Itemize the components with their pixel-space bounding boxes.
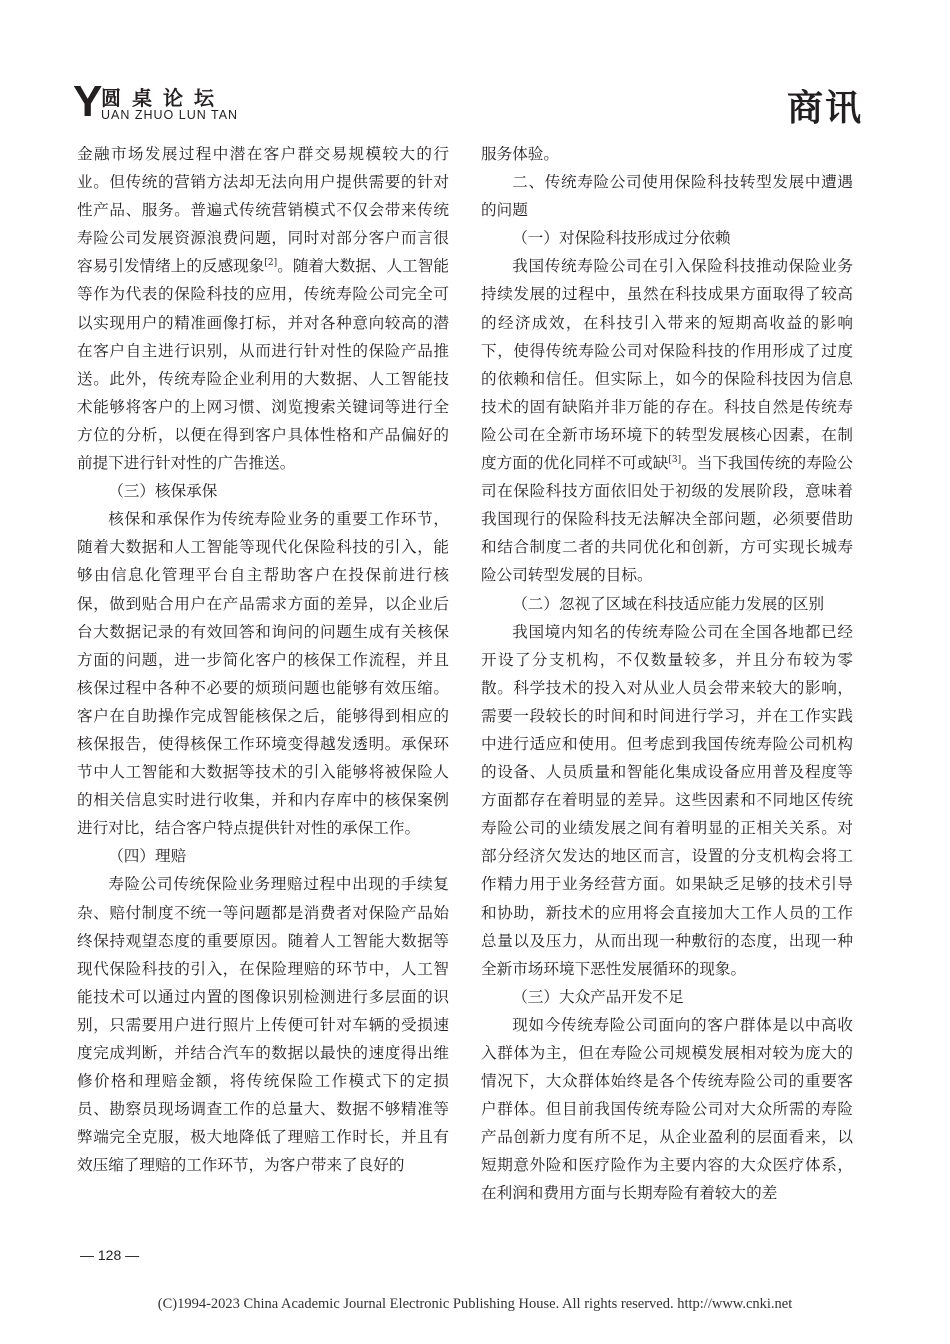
body-paragraph <box>481 140 853 168</box>
paragraph-text: 我国传统寿险公司在引入保险科技推动保险业务持续发展的过程中，虽然在科技成果方面取得了较高的经济成效，在科技引入带来的短期高收益的影响下，使得传统寿险公司对保险科技的作用形成了过度的依赖和信任。但实际上，如今的保险科技因为信息技术的固有缺陷并非万能的存在。科技自然是传统寿险公司在全新市场环境下的转型发展核心因素，在制度方面的优化同样不可或缺 <box>481 257 853 473</box>
paragraph-text: 现如今传统寿险公司面向的客户群体是以中高收入群体为主，但在寿险公司规模发展相对较为庞大的情况下，大众群体始终是各个传统寿险公司的重要客户群体。但目前我国传统寿险公司对大众所需的寿险产品创新力度有所不足，从企业盈利的层面看来，以短期意外险和医疗险作为主要内容的大众医疗体系，在利润和费用方面与长期寿险有着较大的差 <box>481 1015 853 1203</box>
left-column <box>77 140 449 1179</box>
section-heading <box>481 168 853 224</box>
journal-header <box>73 77 863 130</box>
paragraph-text: 二、传统寿险公司使用保险科技转型发展中遭遇的问题 <box>481 173 853 220</box>
paragraph-text: 寿险公司传统保险业务理赔过程中出现的手续复杂、赔付制度不统一等问题都是消费者对保险产品始终保持观望态度的重要原因。随着人工智能大数据等现代保险科技的引入，在保险理赔的环节中，人工智能技术可以通过内置的图像识别检测进行多层面的识别，只需要用户进行照片上传便可针对车辆的受损速度完成判断，并结合汽车的数据以最快的速度得出维修价格和理赔金额，将传统保险工作模式下的定损员、勘察员现场调查工作的总量大、数据不够精准等弊端完全克服，极大地降低了理赔工作时长，并且有效压缩了理赔的工作环节，为客户带来了良好的 <box>77 875 449 1175</box>
citation-marker: [3] <box>668 454 682 465</box>
body-paragraph <box>481 1011 853 1208</box>
paragraph-text: 我国境内知名的传统寿险公司在全国各地都已经开设了分支机构，不仅数量较多，并且分布较为零散。科学技术的投入对从业人员会带来较大的影响，需要一段较长的时间和时间进行学习，并在工作实践中进行适应和使用。但考虑到我国传统寿险公司机构的设备、人员质量和智能化集成设备应用普及程度等方面都存在着明显的差异。这些因素和不同地区传统寿险公司的业绩发展之间有着明显的正相关关系。对部分经济欠发达的地区而言，设置的分支机构会将工作精力用于业务经营方面。如果缺乏足够的技术引导和协助，新技术的应用将会直接加大工作人员的工作总量以及压力，从而出现一种敷衍的态度，出现一种全新市场环境下恶性发展循环的现象。 <box>481 622 853 978</box>
section-heading <box>481 224 853 252</box>
section-heading <box>481 983 853 1011</box>
paragraph-text: 金融市场发展过程中潜在客户群交易规模较大的行业。但传统的营销方法却无法向用户提供需要的针对性产品、服务。普遍式传统营销模式不仅会带来传统寿险公司发展资源浪费问题，同时对部分客户而言很容易引发情绪上的反感现象 <box>77 145 449 276</box>
paragraph-text: （四）理赔 <box>108 847 187 866</box>
page-number: — 128 — <box>80 1247 140 1263</box>
body-paragraph <box>481 618 853 983</box>
paragraph-text: （一）对保险科技形成过分依赖 <box>512 229 731 248</box>
section-title-en: UAN ZHUO LUN TAN <box>101 108 239 122</box>
paragraph-text: 核保和承保作为传统寿险业务的重要工作环节，随着大数据和人工智能等现代化保险科技的引入，能够由信息化管理平台自主帮助客户在投保前进行核保，做到贴合用户在产品需求方面的差异，以企业后台大数据记录的有效回答和询问的问题生成有关核保方面的问题，进一步简化客户的核保工作流程，并且核保过程中各种不必要的烦琐问题也能够有效压缩。客户在自助操作完成智能核保之后，能够得到相应的核保报告，使得核保工作环境变得越发透明。承保环节中人工智能和大数据等技术的引入能够将被保险人的相关信息实时进行收集，并和内存库中的核保案例进行对比，结合客户特点提供针对性的承保工作。 <box>77 510 449 838</box>
section-heading <box>77 477 449 505</box>
section-heading <box>481 590 853 618</box>
body-paragraph <box>77 140 449 477</box>
paragraph-text: （二）忽视了区域在科技适应能力发展的区别 <box>512 594 825 613</box>
body-paragraph <box>77 505 449 842</box>
paragraph-text: （三）核保承保 <box>108 482 218 501</box>
paragraph-text: （三）大众产品开发不足 <box>512 987 684 1006</box>
logo-letter: Y <box>73 77 103 126</box>
paragraph-text: 服务体验。 <box>481 145 559 163</box>
paragraph-text-tail: 。当下我国传统的寿险公司在保险科技方面依旧处于初级的发展阶段，意味着我国现行的保险科技无法解决全部问题，必须要借助和结合制度二者的共同优化和创新，方可实现长城寿险公司转型发展的目标。 <box>481 454 853 585</box>
body-paragraph <box>77 870 449 1179</box>
right-column <box>481 140 853 1208</box>
journal-brand: 商讯 <box>786 88 863 129</box>
section-heading <box>77 842 449 870</box>
citation-marker: [2] <box>264 258 278 269</box>
copyright-line: (C)1994-2023 China Academic Journal Electronic Publishing House. All rights reserved. http://www.cnki.net <box>157 1296 793 1312</box>
body-paragraph <box>481 252 853 589</box>
paragraph-text-tail: 。随着大数据、人工智能等作为代表的保险科技的应用，传统寿险公司完全可以实现用户的精准画像打标，并对各种意向较高的潜在客户自主进行识别，从而进行针对性的保险产品推送。此外，传统寿险企业利用的大数据、人工智能技术能够将客户的上网习惯、浏览搜索关键词等进行全方位的分析，以便在得到客户具体性格和产品偏好的前提下进行针对性的广告推送。 <box>77 257 449 473</box>
section-title-cn: 圆桌论坛 <box>101 86 225 110</box>
